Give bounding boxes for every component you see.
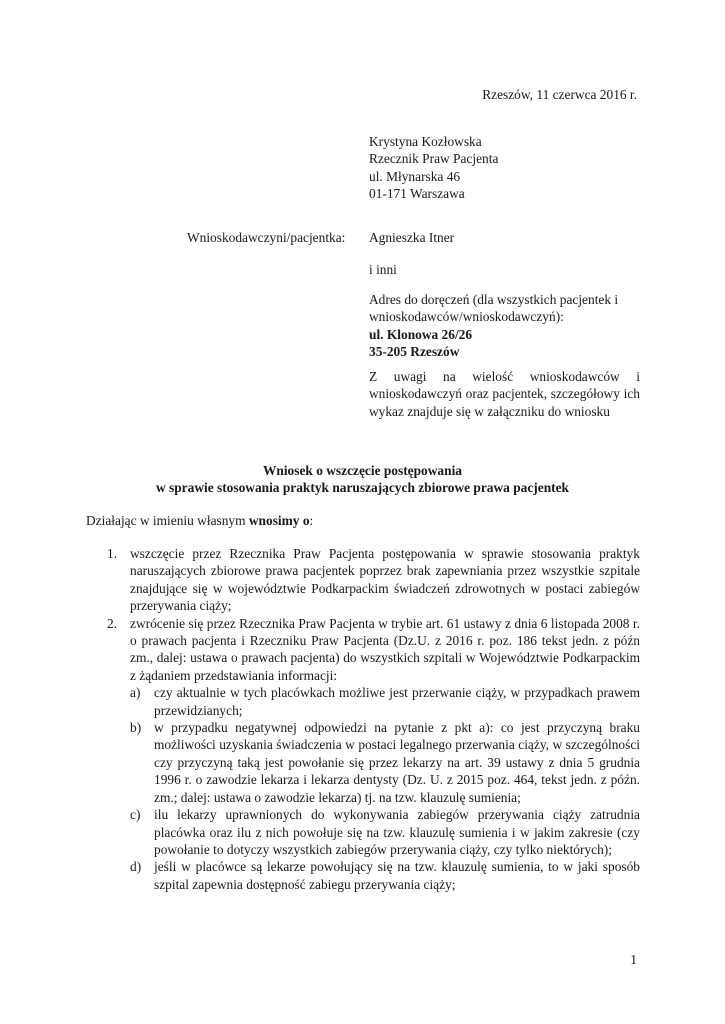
list-item-number: 2. [107, 615, 118, 631]
addressee-title: Rzecznik Praw Pacjenta [369, 151, 499, 167]
sub-list-item-letter: a) [130, 685, 141, 701]
applicant-name: Agnieszka Itner [369, 230, 455, 245]
sub-list-item-text: w przypadku negatywnej odpowiedzi na pytanie z pkt a): co jest przyczyną braku możliwości uzyskania świadczenia w postaci legalnego przerwania ciąży, w szczególności czy przyczyną taką jest powołanie się przez lekarzy na art. 39 ustawy z dnia 5 grudnia 1996 r. o zawodzie lekarza i lekarza dentysty (Dz. U. z 2015 poz. 464, tekst jedn. z późn. zm.; dalej: ustawa o zawodzie lekarza) tj. na tzw. klauzulę sumienia; [154, 720, 640, 805]
sub-list-item-letter: b) [130, 720, 142, 736]
intro-strong: wnosimy o [248, 513, 310, 528]
addressee-street: ul. Młynarska 46 [369, 168, 461, 184]
delivery-city: 35-205 Rzeszów [369, 344, 460, 360]
sub-list-item-text: ilu lekarzy uprawnionych do wykonywania zabiegów przerywania ciąży zatrudnia placówka oraz ilu z nich powołuje się na tzw. klauzulę sumienia i w jakim zakresie (czy powołanie to dotyczy wszystkich zabiegów przerywania ciąży, czy tylko niektórych); [154, 807, 640, 857]
document-title [0, 462, 725, 497]
applicants-note: Z uwagi na wielość wnioskodawców i wnioskodawczyń oraz pacjentek, szczegółowy ich wykaz znajduje się w załączniku do wniosku [369, 369, 640, 419]
sub-list-item [130, 806, 640, 858]
intro-suffix: : [309, 513, 314, 528]
delivery-label: Adres do doręczeń (dla wszystkich pacjentek i wnioskodawców/wnioskodawczyń): [369, 292, 619, 325]
sub-list-item [130, 858, 640, 893]
list-item-number: 1. [107, 546, 118, 561]
sub-list-item [130, 719, 640, 806]
applicant-label: Wnioskodawczyni/pacjentka: [187, 230, 346, 245]
addressee-city: 01-171 Warszawa [369, 186, 465, 202]
delivery-street: ul. Klonowa 26/26 [369, 326, 473, 342]
request-list [86, 545, 640, 893]
document-title-line-1: Wniosek o wszczęcie postępowania [263, 463, 462, 478]
list-item-text: zwrócenie się przez Rzecznika Praw Pacjenta w trybie art. 61 ustawy z dnia 6 listopada 2008 r. o prawach pacjenta i Rzeczniku Praw Pacjenta (Dz.U. z 2016 r. poz. 186 tekst jedn. z późn zm., dalej: ustawa o prawach pacjenta) do wszystkich szpitali w Województwie Podkarpackim z żądaniem przedstawiania informacji: [130, 615, 640, 683]
list-item-text: wszczęcie przez Rzecznika Praw Pacjenta postępowania w sprawie stosowania praktyk naruszających zbiorowe prawa pacjentek poprzez brak zapewniania przez wszystkie szpitale znajdujące się w województwie Podkarpackim świadczeń zdrowotnych w postaci zabiegów przerywania ciąży; [130, 546, 640, 614]
addressee-block [369, 133, 644, 203]
page-number: 1 [630, 952, 637, 967]
delivery-address-block [369, 291, 640, 361]
sub-list-item-letter: d) [130, 859, 142, 875]
applicant-others: i inni [369, 262, 397, 277]
sub-list-item-letter: c) [130, 807, 141, 823]
sub-list-item-text: czy aktualnie w tych placówkach możliwe jest przerwanie ciąży, w przypadkach prawem przewidzianych; [154, 685, 640, 718]
list-item [86, 545, 640, 615]
sub-list-item-text: jeśli w placówce są lekarze powołujący się na tzw. klauzulę sumienia, to w jaki sposób szpital zapewnia dostępność zabiegu przerywania ciąży; [154, 859, 640, 892]
addressee-name: Krystyna Kozłowska [369, 134, 482, 149]
intro-paragraph [86, 512, 313, 529]
letter-date: Rzeszów, 11 czerwca 2016 r. [482, 87, 637, 102]
intro-text: Działając w imieniu własnym [86, 513, 249, 528]
list-item [86, 615, 640, 894]
sub-list-item [130, 684, 640, 719]
document-title-line-2: w sprawie stosowania praktyk naruszających zbiorowe prawa pacjentek [156, 480, 569, 496]
